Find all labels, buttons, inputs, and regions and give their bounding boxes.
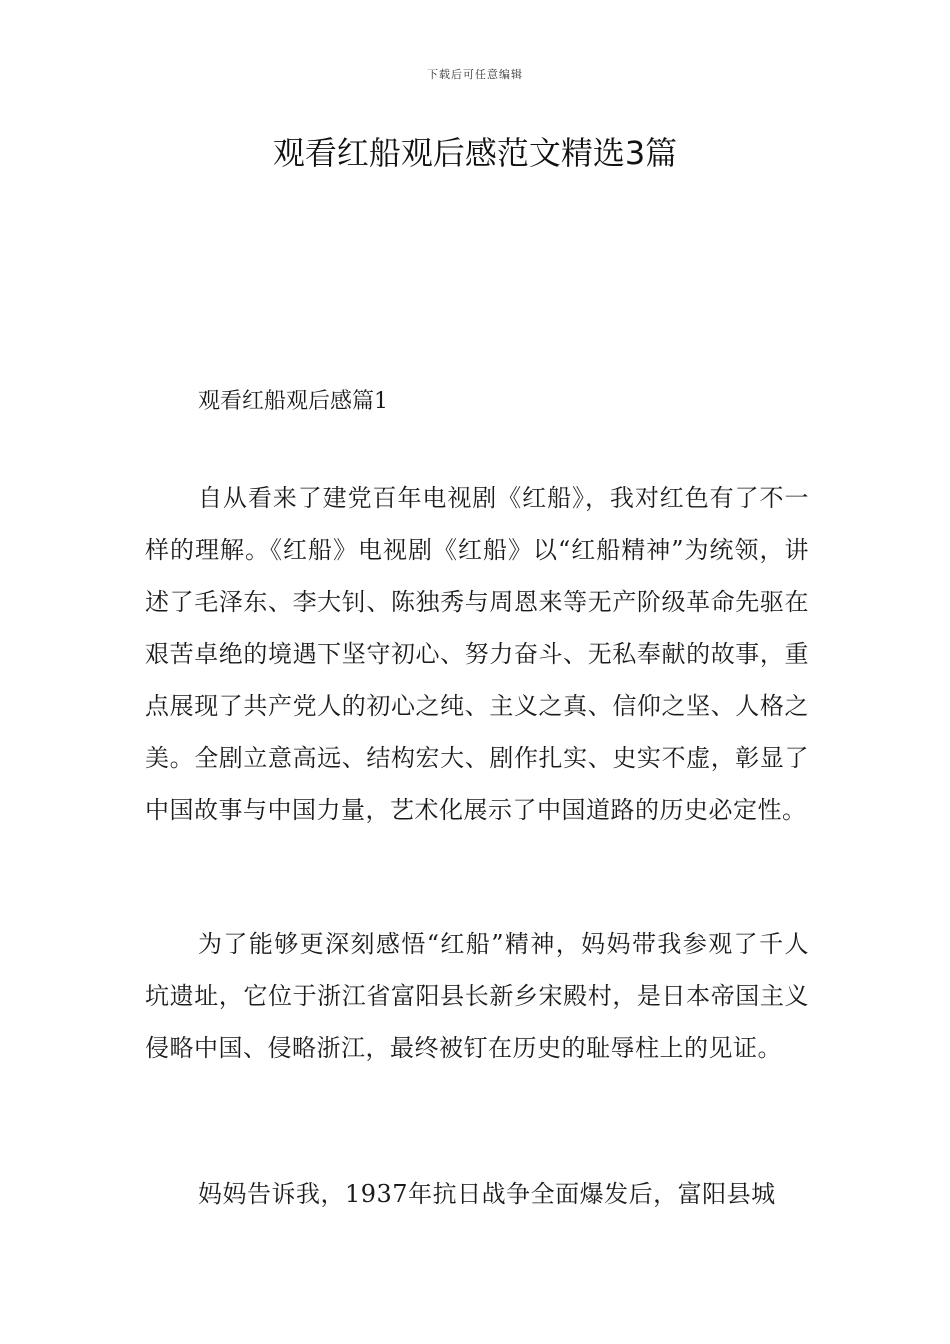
header-note: 下载后可任意编辑 — [427, 68, 523, 81]
paragraph-3: 妈妈告诉我，1937年抗日战争全面爆发后，富阳县城 — [198, 1180, 776, 1208]
paragraph-2: 为了能够更深刻感悟“红船”精神，妈妈带我参观了千人坑遗址，它位于浙江省富阳县长新乡宋殿村，是日本帝国主义侵略中国、侵略浙江，最终被钉在历史的耻辱柱上的见证。 — [145, 930, 809, 1062]
paragraph-1: 自从看来了建党百年电视剧《红船》，我对红色有了不一样的理解。《红船》电视剧《红船》以“红船精神”为统领，讲述了毛泽东、李大钊、陈独秀与周恩来等无产阶级革命先驱在艰苦卓绝的境遇下坚守初心、努力奋斗、无私奉献的故事，重点展现了共产党人的初心之纯、主义之真、信仰之坚、人格之美。全剧立意高远、结构宏大、剧作扎实、史实不虚，彰显了中国故事与中国力量，艺术化展示了中国道路的历史必定性。 — [145, 484, 809, 824]
section-heading: 观看红船观后感篇1 — [198, 389, 388, 414]
document-title: 观看红船观后感范文精选3篇 — [272, 134, 678, 172]
